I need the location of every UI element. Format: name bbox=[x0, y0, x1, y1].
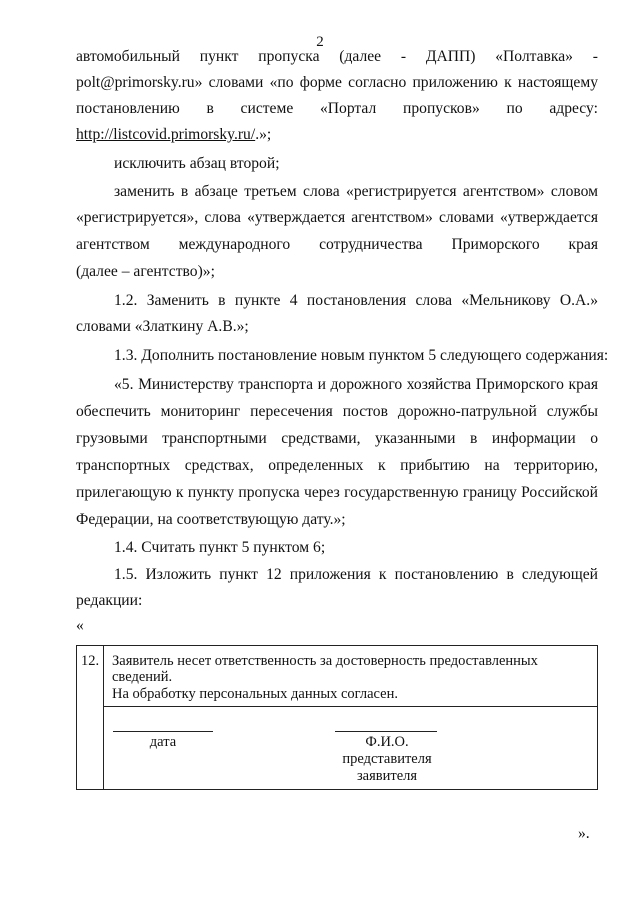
fio-sub-label: представителя bbox=[342, 751, 432, 767]
opening-quote: « bbox=[76, 617, 84, 634]
paragraph-line: заменить в абзаце третьем слова «регистрируется агентством» словом bbox=[114, 183, 598, 200]
word: агентством bbox=[76, 236, 150, 253]
paragraph-line: polt@primorsky.ru» словами «по форме согласно приложению к настоящему bbox=[76, 74, 598, 91]
paragraph-line: 1.4. Считать пункт 5 пунктом 6; bbox=[114, 539, 326, 556]
paragraph-line: 1.3. Дополнить постановление новым пунктом 5 следующего содержания: bbox=[114, 347, 609, 364]
date-label: дата bbox=[149, 734, 177, 750]
statement-line: Заявитель несет ответственность за достоверность предоставленных bbox=[112, 653, 538, 669]
page-number: 2 bbox=[316, 34, 324, 50]
word: международного bbox=[178, 236, 291, 253]
paragraph-line bbox=[76, 234, 598, 256]
word: сотрудничества bbox=[319, 236, 423, 253]
date-signature-line bbox=[113, 731, 213, 732]
paragraph-line: редакции: bbox=[76, 592, 143, 609]
paragraph-line: «регистрируется», слова «утверждается агентством» словами «утверждается bbox=[76, 209, 598, 226]
word: постановлению bbox=[76, 100, 180, 117]
paragraph-line: транспортных средствах, определенных к прибытию на территорию, bbox=[76, 457, 598, 474]
statement-line: сведений. bbox=[112, 669, 173, 685]
paragraph-line bbox=[76, 124, 271, 146]
fio-sub-label: заявителя bbox=[356, 768, 418, 784]
link-suffix: .»; bbox=[255, 126, 272, 143]
word: (далее bbox=[339, 48, 382, 65]
paragraph-line: 1.5. Изложить пункт 12 приложения к постановлению в следующей bbox=[114, 566, 598, 583]
paragraph-line: грузовыми транспортными средствами, указанными в информации о bbox=[76, 430, 598, 447]
word: системе bbox=[240, 100, 294, 117]
statement-line: На обработку персональных данных согласен. bbox=[112, 686, 398, 702]
form-table bbox=[76, 645, 598, 790]
paragraph-line: 1.2. Заменить в пункте 4 постановления слова «Мельникову О.А.» bbox=[114, 292, 598, 309]
word: «Портал bbox=[319, 100, 377, 117]
word: пропуска bbox=[258, 48, 320, 65]
word: адресу: bbox=[549, 100, 598, 117]
paragraph-line: Федерации, на соответствующую дату.»; bbox=[76, 511, 346, 528]
word: ДАПП) bbox=[425, 48, 476, 65]
word: автомобильный bbox=[76, 48, 181, 65]
paragraph-line: «5. Министерству транспорта и дорожного хозяйства Приморского края bbox=[114, 376, 598, 393]
row-number-cell bbox=[77, 646, 104, 789]
paragraph-line: словами «Златкину А.В.»; bbox=[76, 318, 249, 335]
word: - bbox=[592, 48, 598, 65]
fio-signature-line bbox=[335, 731, 437, 732]
paragraph-line: обеспечить мониторинг пересечения постов дорожно-патрульной службы bbox=[76, 403, 598, 420]
word: по bbox=[506, 100, 523, 117]
paragraph-line bbox=[76, 46, 598, 68]
row-number: 12. bbox=[81, 653, 100, 669]
paragraph-line: исключить абзац второй; bbox=[114, 155, 280, 172]
closing-quote: ». bbox=[578, 825, 590, 842]
portal-link[interactable]: http://listcovid.primorsky.ru/ bbox=[76, 126, 256, 143]
paragraph-line bbox=[76, 98, 598, 120]
fio-label: Ф.И.О. bbox=[365, 734, 409, 750]
paragraph-line: (далее – агентство)»; bbox=[76, 263, 215, 280]
word: «Полтавка» bbox=[495, 48, 573, 65]
word: в bbox=[206, 100, 214, 117]
word: пункт bbox=[199, 48, 239, 65]
word: Приморского bbox=[451, 236, 540, 253]
word: - bbox=[400, 48, 407, 65]
table-divider bbox=[104, 706, 597, 707]
paragraph-line: прилегающую к пункту пропуска через государственную границу Российской bbox=[76, 484, 598, 501]
word: края bbox=[568, 236, 598, 253]
word: пропусков» bbox=[403, 100, 480, 117]
